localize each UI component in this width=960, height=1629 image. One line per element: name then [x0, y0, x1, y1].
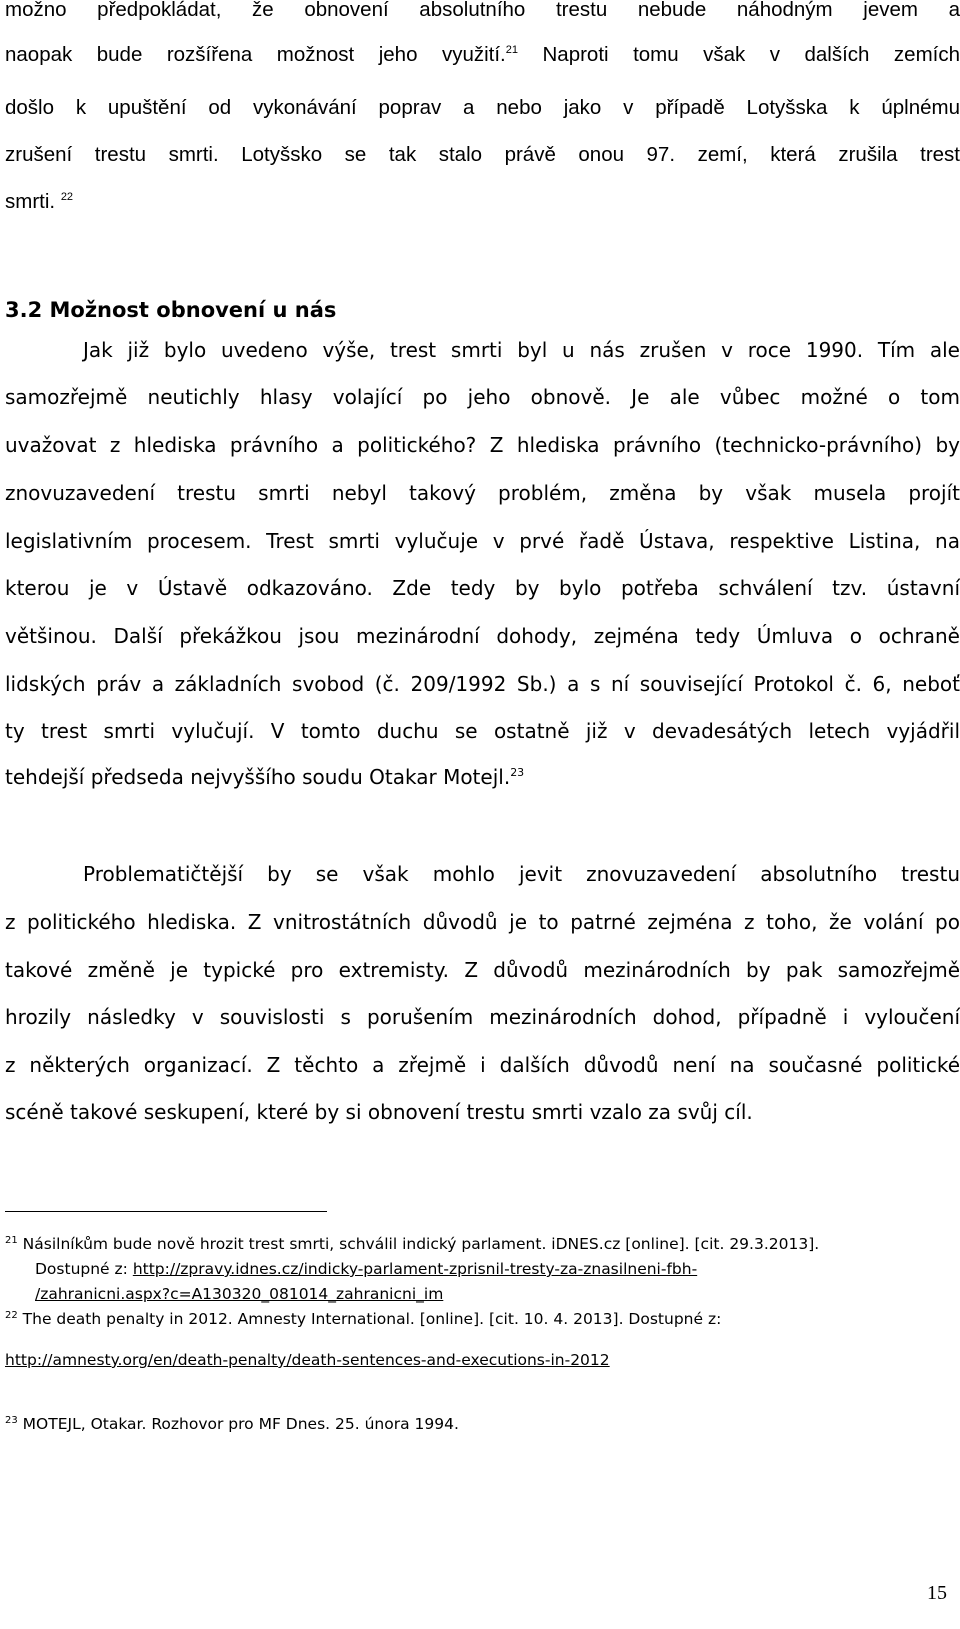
text-line: hrozily následky v souvislosti s porušením mezinárodních dohod, případně i vyloučení: [5, 1005, 960, 1029]
page-number: 15: [927, 1582, 947, 1604]
text-line: samozřejmě neutichly hlasy volající po jeho obnově. Je ale vůbec možné o tom: [5, 385, 960, 409]
footnote-ref-23[interactable]: 23: [510, 766, 525, 779]
text-line: většinou. Další překážkou jsou mezinárodní dohody, zejména tedy Úmluva o ochraně: [5, 624, 960, 648]
text-line: legislativním procesem. Trest smrti vylučuje v prvé řadě Ústava, respektive Listina, na: [5, 529, 960, 553]
text-line: takové změně je typické pro extremisty. Z důvodů mezinárodních by pak samozřejmě: [5, 958, 960, 982]
text-line: zrušení trestu smrti. Lotyšsko se tak stalo právě onou 97. zemí, která zrušila trest: [5, 143, 960, 166]
text-line: možno předpokládat, že obnovení absolutního trestu nebude náhodným jevem a: [5, 0, 960, 21]
footnote-21-link[interactable]: http://zpravy.idnes.cz/indicky-parlament-zprisnil-tresty-za-znasilneni-fbh-: [132, 1260, 698, 1278]
text-line: ty trest smrti vylučují. V tomto duchu se ostatně již v devadesátých letech vyjádřil: [5, 719, 960, 743]
text-line: došlo k upuštění od vykonávání poprav a nebo jako v případě Lotyšska k úplnému: [5, 96, 960, 119]
text-line: znovuzavedení trestu smrti nebyl takový problém, změna by však musela projít: [5, 481, 960, 505]
footnote-ref-22[interactable]: 22: [60, 191, 74, 203]
footnote-21: $^{21}$ Násilníkům bude nově hrozit trest smrti, schválil indický parlament. iDNES.cz [online]. [cit. 29.3.2013].: [5, 1235, 820, 1253]
section-heading: 3.2 Možnost obnovení u nás: [5, 298, 337, 322]
footnote-22-link[interactable]: http://amnesty.org/en/death-penalty/death-sentences-and-executions-in-2012: [5, 1351, 610, 1369]
text-line: scéně takové seskupení, které by si obnovení trestu smrti vzalo za svůj cíl.: [5, 1100, 753, 1124]
text-line: Jak již bylo uvedeno výše, trest smrti byl u nás zrušen v roce 1990. Tím ale: [83, 338, 960, 362]
text-line: uvažovat z hlediska právního a politického? Z hlediska právního (technicko-právního) by: [5, 433, 960, 457]
footnote-separator: [5, 1211, 327, 1212]
footnote-22: $^{22}$ The death penalty in 2012. Amnesty International. [online]. [cit. 10. 4. 2013]. Dostupné z:: [5, 1310, 722, 1328]
text-line: tehdejší předseda nejvyššího soudu Otakar Motejl.$^{23}$: [5, 765, 525, 789]
text-line: Problematičtější by se však mohlo jevit znovuzavedení absolutního trestu: [83, 862, 960, 886]
footnote-23: $^{23}$ MOTEJL, Otakar. Rozhovor pro MF Dnes. 25. února 1994.: [5, 1415, 459, 1433]
text-line: naopak bude rozšířena možnost jeho využití.$^{21}$ Naproti tomu však v dalších zemích: [5, 43, 960, 66]
text-line: smrti. $^{22}$: [5, 190, 74, 213]
text-line: lidských práv a základních svobod (č. 209/1992 Sb.) a s ní související Protokol č. 6, neboť: [5, 672, 960, 696]
footnote-ref-21[interactable]: 21: [505, 44, 519, 56]
text-line: z politického hlediska. Z vnitrostátních důvodů je to patrné zejména z toho, že volání po: [5, 910, 960, 934]
text-line: kterou je v Ústavě odkazováno. Zde tedy by bylo potřeba schválení tzv. ústavní: [5, 576, 960, 600]
text-line: z některých organizací. Z těchto a zřejmě i dalších důvodů není na současné politické: [5, 1053, 960, 1077]
footnote-21-link-cont[interactable]: /zahranicni.aspx?c=A130320_081014_zahranicni_im: [35, 1285, 444, 1303]
footnote-21-source: Dostupné z: http://zpravy.idnes.cz/indicky-parlament-zprisnil-tresty-za-znasilneni-fbh-: [35, 1260, 698, 1278]
